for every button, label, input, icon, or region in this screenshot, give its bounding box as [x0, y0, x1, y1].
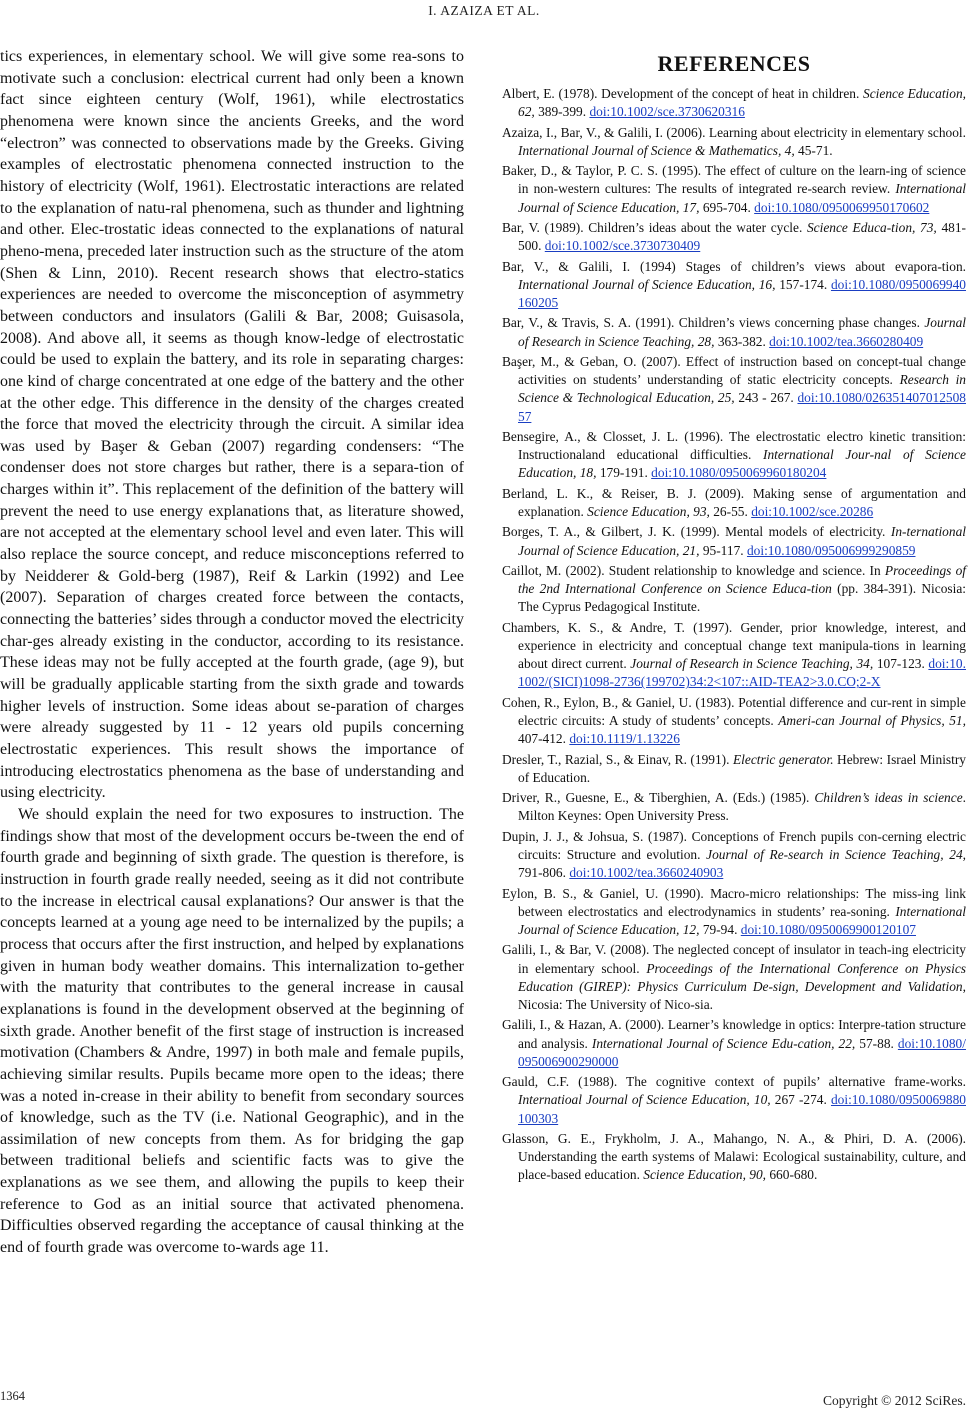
- reference-source-title: Proceedings of the International Conference on Physics Education (GIREP): Physics Curriculum De-sign, Development and Validation: [518, 960, 967, 994]
- reference-text: Bar, V., & Galili, I. (1994) Stages of children’s views about evapora-tion.: [502, 258, 966, 274]
- reference-source-title: International Journal of Science Education, 16,: [518, 276, 776, 292]
- reference-details: 26-55.: [709, 503, 752, 519]
- reference-source-title: Internatioal Journal of Science Education, 10,: [518, 1092, 771, 1108]
- reference-entry: [502, 828, 966, 883]
- references-column: [502, 46, 966, 1187]
- body-text-column: [0, 46, 464, 1259]
- reference-text: Bar, V. (1989). Children’s ideas about the water cycle.: [502, 219, 807, 235]
- doi-link[interactable]: doi:10.1080/0950069900120107: [740, 921, 916, 937]
- reference-text: Gauld, C.F. (1988). The cognitive context of pupils’ alternative frame-works.: [502, 1074, 966, 1090]
- doi-link[interactable]: doi:10.1080/0950069950170602: [754, 199, 930, 215]
- reference-text: Caillot, M. (2002). Student relationship to knowledge and science. In: [502, 562, 885, 578]
- doi-link[interactable]: doi:10.1002/tea.3660240903: [569, 865, 724, 881]
- reference-details: 157-174.: [775, 276, 831, 292]
- doi-link[interactable]: doi:10.1080/095006900290000: [518, 1035, 966, 1069]
- reference-details: 95-117.: [699, 542, 747, 558]
- reference-text: Dupin, J. J., & Johsua, S. (1987). Conceptions of French pupils con-cerning electric circuits: Structure and evolution.: [502, 828, 966, 862]
- reference-entry: [502, 353, 966, 426]
- reference-details: 660-680.: [766, 1167, 818, 1183]
- reference-text: Chambers, K. S., & Andre, T. (1997). Gender, prior knowledge, interest, and experience in electricity and conceptual change text manipula-tions in learning about direct current.: [502, 619, 966, 672]
- reference-text: Dresler, T., Razial, S., & Einav, R. (1991).: [502, 751, 733, 767]
- reference-source-title: In-ternational Journal of Science Education, 21,: [518, 524, 966, 558]
- reference-details: 407-412.: [518, 731, 570, 747]
- reference-text: Azaiza, I., Bar, V., & Galili, I. (2006). Learning about electricity in elementary school.: [502, 124, 966, 140]
- reference-text: Başer, M., & Geban, O. (2007). Effect of instruction based on concept-tual change activities on students’ understanding of static electricity concepts.: [502, 353, 966, 388]
- doi-link[interactable]: doi:10.1080/095006999290859: [746, 542, 916, 558]
- reference-entry: [502, 941, 966, 1014]
- reference-details: 389-399.: [534, 104, 590, 120]
- reference-source-title: International Jour-nal of Science Education, 18,: [518, 447, 966, 481]
- reference-source-title: International Journal of Science Education, 12,: [518, 903, 966, 937]
- reference-source-title: Children’s ideas in science: [814, 790, 963, 806]
- reference-details: 243 - 267.: [734, 390, 798, 406]
- doi-link[interactable]: doi:10.1080/02635140701250857: [518, 390, 966, 424]
- doi-link[interactable]: doi:10.1002/sce.20286: [751, 503, 874, 519]
- reference-list: [502, 85, 966, 1185]
- reference-text: Albert, E. (1978). Development of the concept of heat in children.: [502, 86, 864, 101]
- reference-text: Baker, D., & Taylor, P. C. S. (1995). The effect of culture on the learn-ing of science in non-western cultures: The results of integrated re-search review.: [502, 163, 966, 197]
- reference-source-title: Proceedings of the 2nd International Conference on Science Educa-tion: [518, 562, 967, 597]
- doi-link[interactable]: doi:10.1119/1.13226: [569, 731, 680, 747]
- reference-details: , Nicosia: The University of Nico-sia.: [518, 978, 966, 1012]
- doi-link[interactable]: doi:10.1002/sce.3730620316: [589, 104, 745, 120]
- reference-source-title: Science Educa-tion, 73,: [806, 219, 937, 235]
- reference-source-title: International Journal of Science & Mathematics, 4,: [518, 142, 795, 158]
- reference-source-title: Science Education, 62,: [518, 86, 967, 120]
- reference-entry: [502, 124, 966, 160]
- reference-details: 45-71.: [794, 142, 833, 158]
- reference-text: Berland, L. K., & Reiser, B. J. (2009). Making sense of argumentation and explanation.: [502, 485, 966, 519]
- reference-entry: [502, 885, 966, 940]
- reference-details: Hebrew: Israel Ministry of Education.: [518, 751, 967, 785]
- reference-details: . Milton Keynes: Open University Press.: [518, 790, 966, 824]
- doi-link[interactable]: doi:10.1002/sce.3730730409: [544, 238, 701, 254]
- reference-text: Galili, I., & Hazan, A. (2000). Learner’s knowledge in optics: Interpre-tation structure and analysis.: [502, 1017, 966, 1051]
- reference-entry: [502, 258, 966, 313]
- reference-source-title: Science Education, 93,: [587, 503, 710, 519]
- reference-source-title: International Journal of Science Education, 17,: [518, 181, 966, 215]
- reference-details: 363-382.: [714, 333, 770, 349]
- reference-entry: [502, 694, 966, 749]
- references-heading: REFERENCES: [657, 51, 811, 76]
- reference-details: 179-191.: [596, 465, 652, 481]
- reference-details: (pp. 384-391). Nicosia: The Cyprus Pedagogical Institute.: [518, 581, 966, 615]
- reference-source-title: Electric generator.: [732, 751, 834, 767]
- reference-text: Borges, T. A., & Gilbert, J. K. (1999). Mental models of electricity.: [502, 524, 891, 540]
- reference-entry: [502, 523, 966, 559]
- reference-details: 695-704.: [699, 199, 755, 215]
- reference-entry: [502, 85, 966, 121]
- reference-details: 791-806.: [518, 865, 570, 881]
- reference-entry: [502, 1130, 966, 1185]
- doi-link[interactable]: doi:10.1002/(SICI)1098-2736(199702)34:2<107::AID-TEA2>3.0.CO;2-X: [518, 656, 966, 690]
- copyright-notice: Copyright © 2012 SciRes.: [822, 1393, 966, 1408]
- doi-link[interactable]: doi:10.1080/0950069960180204: [651, 465, 827, 481]
- reference-source-title: Ameri-can Journal of Physics, 51,: [778, 712, 966, 728]
- reference-entry: [502, 751, 966, 787]
- reference-text: Cohen, R., Eylon, B., & Ganiel, U. (1983). Potential difference and cur-rent in simple electric circuits: A study of students’ concepts.: [502, 694, 966, 728]
- reference-entry: [502, 1016, 966, 1071]
- reference-entry: [502, 562, 966, 617]
- reference-source-title: International Journal of Science Edu-cation, 22,: [591, 1035, 856, 1051]
- reference-text: Bensegire, A., & Closset, J. L. (1996). The electrostatic electro kinetic transition: Instructionaland educational difficulties.: [502, 428, 966, 463]
- reference-source-title: Journal of Re-search in Science Teaching, 24,: [706, 846, 967, 862]
- doi-link[interactable]: doi:10.1002/tea.3660280409: [769, 333, 924, 349]
- reference-details: 79-94.: [699, 921, 741, 937]
- reference-source-title: Journal of Research in Science Teaching, 34,: [630, 656, 874, 672]
- reference-entry: [502, 1073, 966, 1128]
- reference-text: Eylon, B. S., & Ganiel, U. (1990). Macro-micro relationships: The miss-ing link between electrostatics and electrodynamics in students’ rea-soning.: [502, 885, 966, 919]
- reference-text: Bar, V., & Travis, S. A. (1991). Children’s views concerning phase changes.: [502, 315, 925, 331]
- reference-source-title: Journal of Research in Science Teaching, 28,: [518, 315, 966, 349]
- reference-details: 267 -274.: [770, 1092, 831, 1108]
- reference-details: 481-500.: [518, 219, 966, 254]
- page-number: 1364: [0, 1389, 25, 1403]
- reference-entry: [502, 485, 966, 521]
- reference-entry: [502, 428, 966, 483]
- doi-link[interactable]: doi:10.1080/0950069880100303: [518, 1092, 966, 1126]
- doi-link[interactable]: doi:10.1080/0950069940160205: [518, 276, 966, 310]
- reference-entry: [502, 619, 966, 692]
- reference-text: Driver, R., Guesne, E., & Tiberghien, A. (Eds.) (1985).: [502, 790, 815, 806]
- body-paragraph-2: We should explain the need for two exposures to instruction. The findings show that most of the development occurs be-tween the end of fourth grade and beginning of sixth grade. The question is therefore, is instruction in fourth grade really needed, seeing as it did not contribute to the increase in electrical causal explanations? Our answer is that the concepts learned at a young age need to be internalized by the pupils; a process that occurs after the first instruction, and helped by explanations given in human body weather domains. This internalization to-gether with the maturity that contributes to the general increase in causal explanations is found in the development observed at the beginning of sixth grade. Another benefit of the first stage of instruction is increased motivation (Chambers & Andre, 1997) in both male and female pupils, achieving similar results. Pupils became more open to the ideas; there was a noted in-crease in their ability to benefit from secondary sources of knowledge, such as the TV (i.e. National Geographic), and in the assimilation of new concepts from them. As for bridging the gap between traditional beliefs and scientific facts was to give the explanations as we see them, and allowing the pupils to keep their reference to God as an initial source that activated phenomena. Difficulties observed regarding the acceptance of causal thinking at the end of fourth grade was overcome to-wards age 11.: [0, 805, 464, 1257]
- reference-entry: [502, 219, 966, 255]
- reference-entry: [502, 314, 966, 350]
- body-paragraph-1: tics experiences, in elementary school. We will give some rea-sons to motivate such a conclusion: electrical current had only been a known fact since eighteen century (Wolf, 1961), while electrostatics phenomena were known since the ancients Greeks, and the word “electron” was connected to observations made by the Greeks. Giving examples of electrostatic phenomena connected instruction to the history of electricity (Wolf, 1961). Electrostatic interactions are related to the explanation of natu-ral phenomena, such as thunder and lightning and other. Elec-trostatic ideas connected to the explanations of natural pheno-mena, preceded later instruction such as the structure of the atom (Shen & Linn, 2010). Recent research shows that electro-statics experiences are needed to overcome the misconception of asymmetry between conductors and insulators (Galili & Bar, 2008; Guisasola, 2008). And above all, it seems as though know-ledge of electrostatic could be used to explain the battery, and its role in separating charges: one kind of charge concentrated at one edge of the battery and the other at the other edge. This difference in the density of the charges created the force that moved the electricity through the circuit. A similar idea was used by Başer & Geban (2007) regarding condensers: “The condenser does not store charges but rather, there is a separa-tion of charges within it”. This replacement of the definition of the battery will prevent the need to use energy explanations that, as literature showed, are not accepted at the elementary school level and even later. This will also replace the source concept, and reduce misconceptions referred to by Neidderer & Gold-berg (1987), Reif & Larkin (1992) and Lee (2007). Separation of charges created force between the contacts, connecting the batteries’ sides through a conductor moved the electricity char-ges already existing in the conductor, according to its resistance. These ideas may not be fully accepted at the fourth grade, (age 9), but will be gradually applicable starting from the sixth grade and towards higher levels of instruction. Some ideas about se-paration of charges were already suggested by 11 - 12 years old pupils concerning electrostatic experiences. This result shows the importance of introducing electrostatics phenomena as the base of understanding and using electricity.: [0, 48, 464, 802]
- reference-details: 57-88.: [855, 1035, 898, 1051]
- reference-details: 107-123.: [873, 656, 929, 672]
- running-head: I. AZAIZA ET AL.: [428, 3, 540, 18]
- reference-text: Glasson, G. E., Frykholm, J. A., Mahango, N. A., & Phiri, D. A. (2006). Understanding the earth systems of Malawi: Ecological sustainability, culture, and place-based education.: [502, 1130, 966, 1183]
- reference-text: Galili, I., & Bar, V. (2008). The neglected concept of insulator in teach-ing electricity in elementary school.: [502, 942, 966, 976]
- reference-entry: [502, 789, 966, 825]
- reference-source-title: Research in Science & Technological Education, 25,: [518, 372, 967, 406]
- reference-entry: [502, 162, 966, 217]
- reference-source-title: Science Education, 90,: [643, 1167, 767, 1183]
